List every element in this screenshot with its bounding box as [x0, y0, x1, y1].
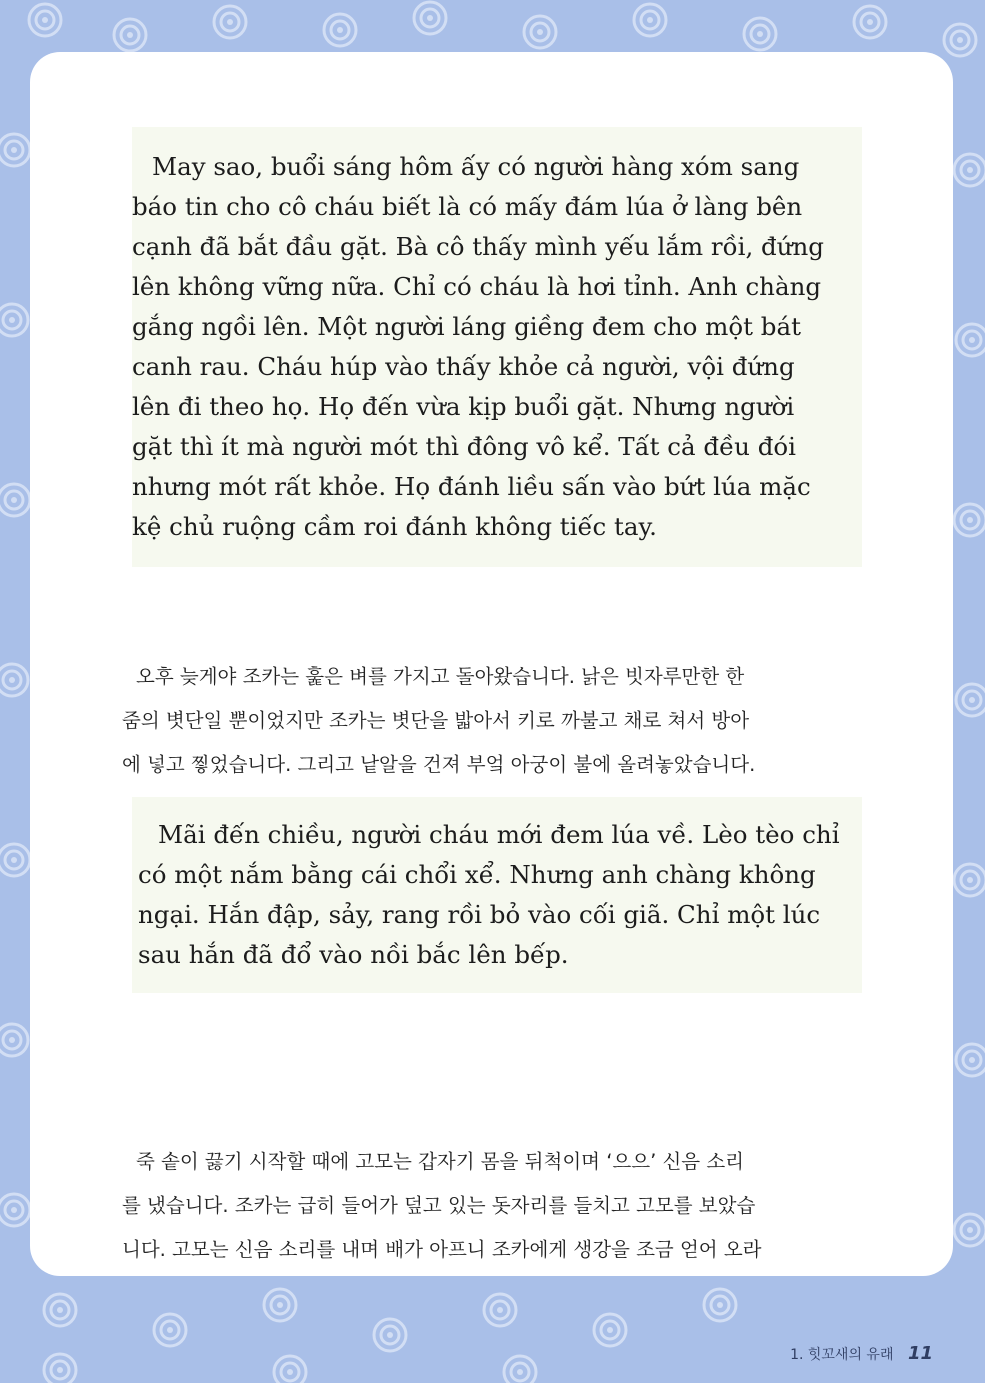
text-line: 오후 늦게야 조카는 훑은 벼를 가지고 돌아왔습니다. 낡은 빗자루만한 한 — [136, 665, 745, 688]
text-line: Mãi đến chiều, người cháu mới đem lúa về. Lèo tèo chỉ — [158, 820, 840, 849]
text-line: gặt thì ít mà người mót thì đông vô kể. Tất cả đều đói — [132, 432, 797, 461]
page-content-card — [30, 52, 953, 1276]
text-line: 줌의 볏단일 뿐이었지만 조카는 볏단을 밟아서 키로 까불고 채로 쳐서 방아 — [122, 709, 750, 732]
text-line: cạnh đã bắt đầu gặt. Bà cô thấy mình yếu lắm rồi, đứng — [132, 232, 824, 261]
text-line: 니다. 고모는 신음 소리를 내며 배가 아프니 조카에게 생강을 조금 얻어 오라 — [122, 1238, 762, 1261]
vietnamese-passage-1 — [132, 127, 862, 567]
korean-passage-2 — [122, 1140, 892, 1272]
text-line: canh rau. Cháu húp vào thấy khỏe cả người, vội đứng — [132, 352, 795, 381]
chapter-title: 1. 힛꼬새의 유래 — [790, 1347, 894, 1363]
text-line: 를 냈습니다. 조카는 급히 들어가 덮고 있는 돗자리를 들치고 고모를 보았습 — [122, 1194, 756, 1217]
text-line: báo tin cho cô cháu biết là có mấy đám lúa ở làng bên — [132, 192, 803, 221]
text-line: kệ chủ ruộng cầm roi đánh không tiếc tay. — [132, 512, 657, 541]
vietnamese-passage-2 — [132, 797, 862, 993]
text-line: ngại. Hắn đập, sảy, rang rồi bỏ vào cối giã. Chỉ một lúc — [138, 900, 821, 929]
text-line: gắng ngồi lên. Một người láng giềng đem cho một bát — [132, 312, 801, 341]
page-footer — [790, 1343, 933, 1364]
text-line: sau hắn đã đổ vào nồi bắc lên bếp. — [138, 940, 569, 969]
text-line: May sao, buổi sáng hôm ấy có người hàng xóm sang — [152, 152, 800, 181]
text-line: lên đi theo họ. Họ đến vừa kịp buổi gặt. Nhưng người — [132, 392, 795, 421]
text-line: 죽 솥이 끓기 시작할 때에 고모는 갑자기 몸을 뒤척이며 ‘으으’ 신음 소리 — [136, 1150, 745, 1173]
text-line: lên không vững nữa. Chỉ có cháu là hơi tỉnh. Anh chàng — [132, 272, 822, 301]
text-line: nhưng mót rất khỏe. Họ đánh liều sấn vào bứt lúa mặc — [132, 472, 811, 501]
korean-passage-1 — [122, 655, 892, 787]
text-line: 에 넣고 찧었습니다. 그리고 낱알을 건져 부엌 아궁이 불에 올려놓았습니다. — [122, 753, 756, 776]
page-number: 11 — [907, 1343, 933, 1364]
text-line: có một nắm bằng cái chổi xể. Nhưng anh chàng không — [138, 860, 816, 889]
